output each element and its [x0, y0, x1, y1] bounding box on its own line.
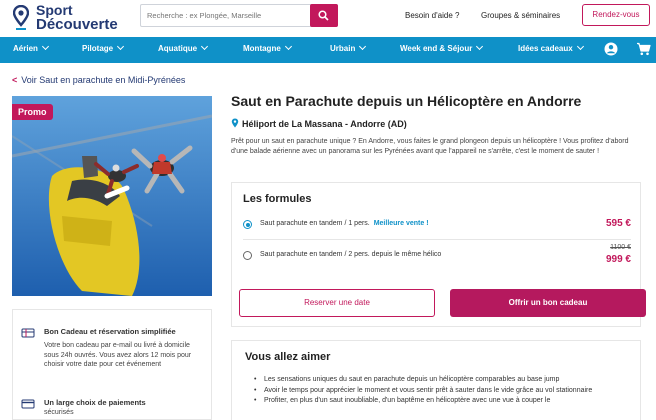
radio-button[interactable] — [243, 251, 252, 260]
breadcrumb-label: Voir Saut en parachute en Midi-Pyrénées — [21, 75, 186, 85]
nav-item-pilotage[interactable] — [82, 44, 123, 53]
site-logo[interactable] — [13, 3, 133, 33]
nav-item-montagne[interactable] — [243, 44, 291, 53]
formules-panel — [231, 182, 641, 327]
logo-text-line1: Sport — [36, 2, 73, 18]
chevron-down-icon — [117, 43, 124, 50]
formule-price: 595 € — [605, 218, 631, 229]
divider — [243, 239, 631, 240]
cart-icon[interactable] — [636, 42, 651, 56]
info-text: sécurisés — [44, 409, 74, 416]
location-label: Héliport de La Massana - Andorre (AD) — [242, 119, 407, 129]
product-image[interactable] — [12, 96, 212, 296]
formule-label-text: Saut parachute en tandem / 1 pers. — [260, 220, 370, 227]
search-input[interactable] — [147, 8, 307, 23]
chevron-down-icon — [201, 43, 208, 50]
chevron-down-icon — [285, 43, 292, 50]
highlights-panel — [231, 340, 641, 420]
nav-item-aquatique[interactable] — [158, 44, 207, 53]
formules-title: Les formules — [243, 193, 312, 205]
nav-item-idees-cadeaux[interactable] — [518, 44, 583, 53]
chevron-left-icon: < — [12, 75, 18, 85]
info-title: Un large choix de paiements — [44, 398, 146, 407]
info-text: Votre bon cadeau par e-mail ou livré à domicile sous 24h ouvrés. Vous avez alors 12 mois pour choisir votre date pour cet événement — [44, 342, 192, 368]
radio-button-selected[interactable] — [243, 220, 252, 229]
help-link[interactable]: Besoin d'aide ? — [405, 11, 460, 20]
formule-price: 999 € — [605, 254, 631, 265]
list-item: • Avoir le temps pour apprécier le moment et vous sentir prêt à sauter dans le vide grâce au vol stationnaire — [254, 386, 629, 396]
groups-link[interactable]: Groupes & séminaires — [481, 11, 561, 20]
nav-item-aerien[interactable] — [13, 44, 48, 53]
account-icon[interactable] — [604, 42, 618, 56]
formule-option-1[interactable] — [243, 217, 631, 239]
search-bar — [140, 4, 338, 27]
promo-badge: Promo — [12, 104, 53, 120]
search-button[interactable] — [310, 4, 338, 27]
main-nav — [0, 37, 656, 63]
chevron-down-icon — [476, 43, 483, 50]
formule-old-price: 1100 € — [610, 244, 631, 251]
nav-item-label: Pilotage — [82, 44, 114, 53]
highlights-title: Vous allez aimer — [245, 351, 331, 363]
reserve-date-button[interactable]: Reserver une date — [239, 289, 435, 317]
nav-item-label: Montagne — [243, 44, 281, 53]
helicopter-skydivers-photo — [12, 96, 212, 296]
header — [0, 0, 656, 37]
card-payment-icon — [21, 398, 35, 410]
list-item: • Profiter, en plus d'un saut inoubliable, d'un baptême en hélicoptère avec une vue à couper le — [254, 396, 629, 406]
product-description: Prêt pour un saut en parachute unique ? En Andorre, vous faites le grand plongeon depuis un hélicoptère ! Vous profitez d'abord d'une balade aérienne avec un panorama sur les Pyrénées avant que l'appareil ne s'arrête, c'est le moment de sauter ! — [231, 138, 629, 155]
chevron-down-icon — [359, 43, 366, 50]
nav-item-label: Aérien — [13, 44, 38, 53]
nav-item-urbain[interactable] — [330, 44, 365, 53]
info-panel — [12, 309, 212, 420]
info-title: Bon Cadeau et réservation simplifiée — [44, 327, 176, 336]
search-icon — [318, 10, 329, 21]
location-pin-logo-icon — [13, 5, 29, 31]
location-pin-icon — [231, 118, 239, 128]
highlights-list — [254, 375, 629, 407]
breadcrumb[interactable] — [12, 75, 185, 85]
offer-gift-button[interactable]: Offrir un bon cadeau — [450, 289, 646, 317]
gift-card-icon — [21, 327, 35, 339]
chevron-down-icon — [42, 43, 49, 50]
formule-label — [260, 220, 429, 227]
nav-item-label: Idées cadeaux — [518, 44, 573, 53]
product-location — [231, 117, 407, 129]
logo-text-line2: Découverte — [36, 16, 118, 33]
formule-option-2[interactable] — [243, 244, 631, 270]
nav-item-label: Week end & Séjour — [400, 44, 473, 53]
chevron-down-icon — [577, 43, 584, 50]
appointments-button[interactable]: Rendez-vous — [582, 4, 650, 26]
product-title: Saut en Parachute depuis un Hélicoptère en Andorre — [231, 93, 582, 109]
formule-label: Saut parachute en tandem / 2 pers. depuis le même hélico — [260, 251, 442, 258]
nav-item-label: Urbain — [330, 44, 356, 53]
list-item: • Les sensations uniques du saut en parachute depuis un hélicoptère comparables au base jump — [254, 375, 629, 385]
nav-item-label: Aquatique — [158, 44, 198, 53]
nav-item-weekend-sejour[interactable] — [400, 44, 482, 53]
best-seller-badge: Meilleure vente ! — [373, 220, 429, 227]
